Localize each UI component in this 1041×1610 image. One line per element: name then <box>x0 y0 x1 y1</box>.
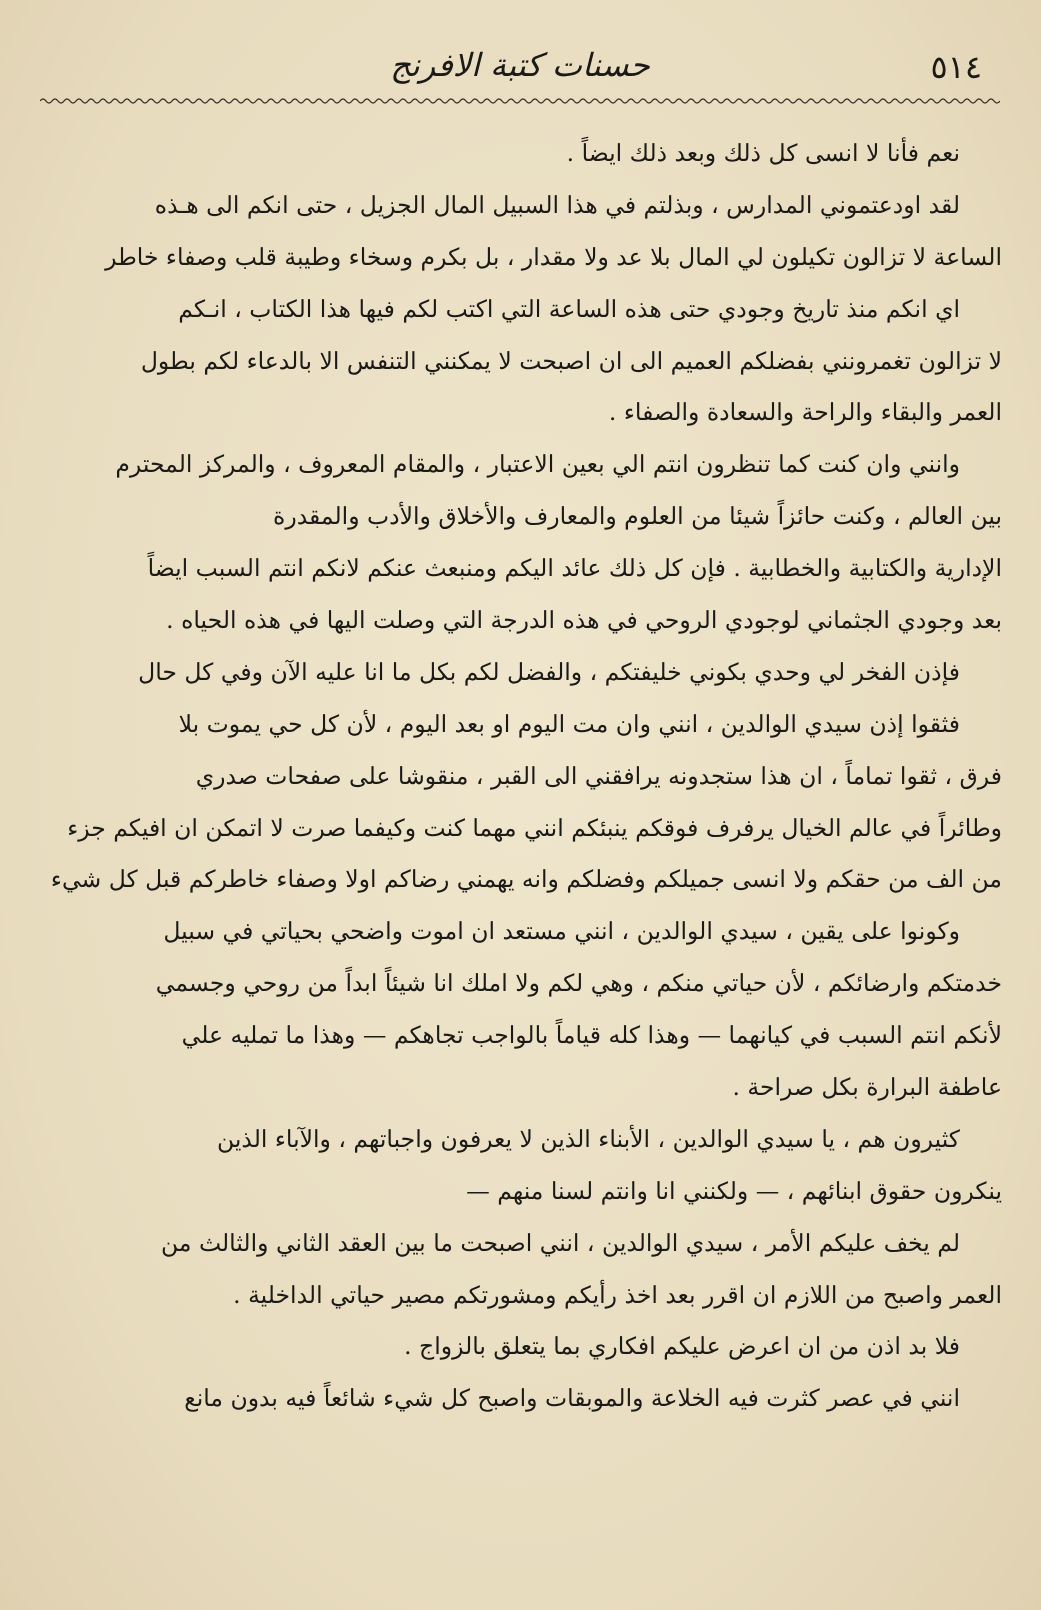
text-line: العمر واصبح من اللازم ان اقرر بعد اخذ رأيكم ومشورتكم مصير حياتي الداخلية . <box>233 1280 1002 1309</box>
text-line: من الف من حقكم ولا انسى جميلكم وفضلكم وانه يهمني رضاكم اولا وصفاء خاطركم قبل كل شيء <box>50 865 1002 894</box>
header-wavy-rule <box>40 96 1000 106</box>
text-line: الساعة لا تزالون تكيلون لي المال بلا عد ولا مقدار ، بل بكرم وسخاء وطيبة قلب وصفاء خاطر <box>105 242 1002 271</box>
text-line: فرق ، ثقوا تماماً ، ان هذا ستجدونه يرافقني الى القبر ، منقوشا على صفحات صدري <box>195 761 1002 790</box>
text-line: اي انكم منذ تاريخ وجودي حتى هذه الساعة التي اكتب لكم فيها هذا الكتاب ، انـكم <box>178 294 960 323</box>
page-header <box>40 38 1000 98</box>
text-line: العمر والبقاء والراحة والسعادة والصفاء . <box>608 398 1002 427</box>
text-line: وطائراً في عالم الخيال يرفرف فوقكم ينبئكم انني مهما كنت وكيفما صرت لا اتمكن ان افيكم جزء <box>67 813 1002 842</box>
text-line: فإذن الفخر لي وحدي بكوني خليفتكم ، والفضل لكم بكل ما انا عليه الآن وفي كل حال <box>138 657 960 686</box>
text-line: انني في عصر كثرت فيه الخلاعة والموبقات واصبح كل شيء شائعاً فيه بدون مانع <box>184 1384 960 1413</box>
text-line: بين العالم ، وكنت حائزاً شيئا من العلوم والمعارف والأخلاق والأدب والمقدرة <box>273 502 1002 531</box>
text-line: لأنكم انتم السبب في كيانهما — وهذا كله قياماً بالواجب تجاهكم — وهذا ما تمليه علي <box>181 1021 1002 1050</box>
text-line: نعم فأنا لا انسى كل ذلك وبعد ذلك ايضاً . <box>566 139 960 167</box>
text-line: عاطفة البرارة بكل صراحة . <box>732 1073 1002 1102</box>
text-line: بعد وجودي الجثماني لوجودي الروحي في هذه الدرجة التي وصلت اليها في هذه الحياه . <box>166 606 1002 635</box>
text-line: فلا بد اذن من ان اعرض عليكم افكاري بما يتعلق بالزواج . <box>404 1332 960 1361</box>
page-number: ٥١٤ <box>930 48 982 86</box>
text-line: خدمتكم وارضائكم ، لأن حياتي منكم ، وهي لكم ولا املك انا شيئاً ابداً من روحي وجسمي <box>155 969 1002 998</box>
text-line: فثقوا إذن سيدي الوالدين ، انني وان مت اليوم او بعد اليوم ، لأن كل حي يموت بلا <box>178 709 960 738</box>
text-line: لا تزالون تغمرونني بفضلكم العميم الى ان اصبحت لا يمكنني التنفس الا بالدعاء لكم بطول <box>140 346 1002 375</box>
text-line: الإدارية والكتابية والخطابية . فإن كل ذلك عائد اليكم ومنبعث عنكم لانكم انتم السبب ايضاً <box>147 554 1002 583</box>
text-line: كثيرون هم ، يا سيدي الوالدين ، الأبناء الذين لا يعرفون واجباتهم ، والآباء الذين <box>216 1124 960 1153</box>
text-line: ينكرون حقوق ابنائهم ، — ولكنني انا وانتم لسنا منهم — <box>466 1176 1002 1205</box>
text-line: لم يخف عليكم الأمر ، سيدي الوالدين ، انني اصبحت ما بين العقد الثاني والثالث من <box>161 1228 960 1257</box>
running-title: حسنات كتبة الافرنج <box>390 46 650 84</box>
text-line: وانني وان كنت كما تنظرون انتم الي بعين الاعتبار ، والمقام المعروف ، والمركز المحترم <box>115 450 960 479</box>
text-line: وكونوا على يقين ، سيدي الوالدين ، انني مستعد ان اموت واضحي بحياتي في سبيل <box>163 917 960 946</box>
body-text <box>40 128 1002 1425</box>
text-line: لقد اودعتموني المدارس ، وبذلتم في هذا السبيل المال الجزيل ، حتى انكم الى هـذه <box>154 190 960 219</box>
